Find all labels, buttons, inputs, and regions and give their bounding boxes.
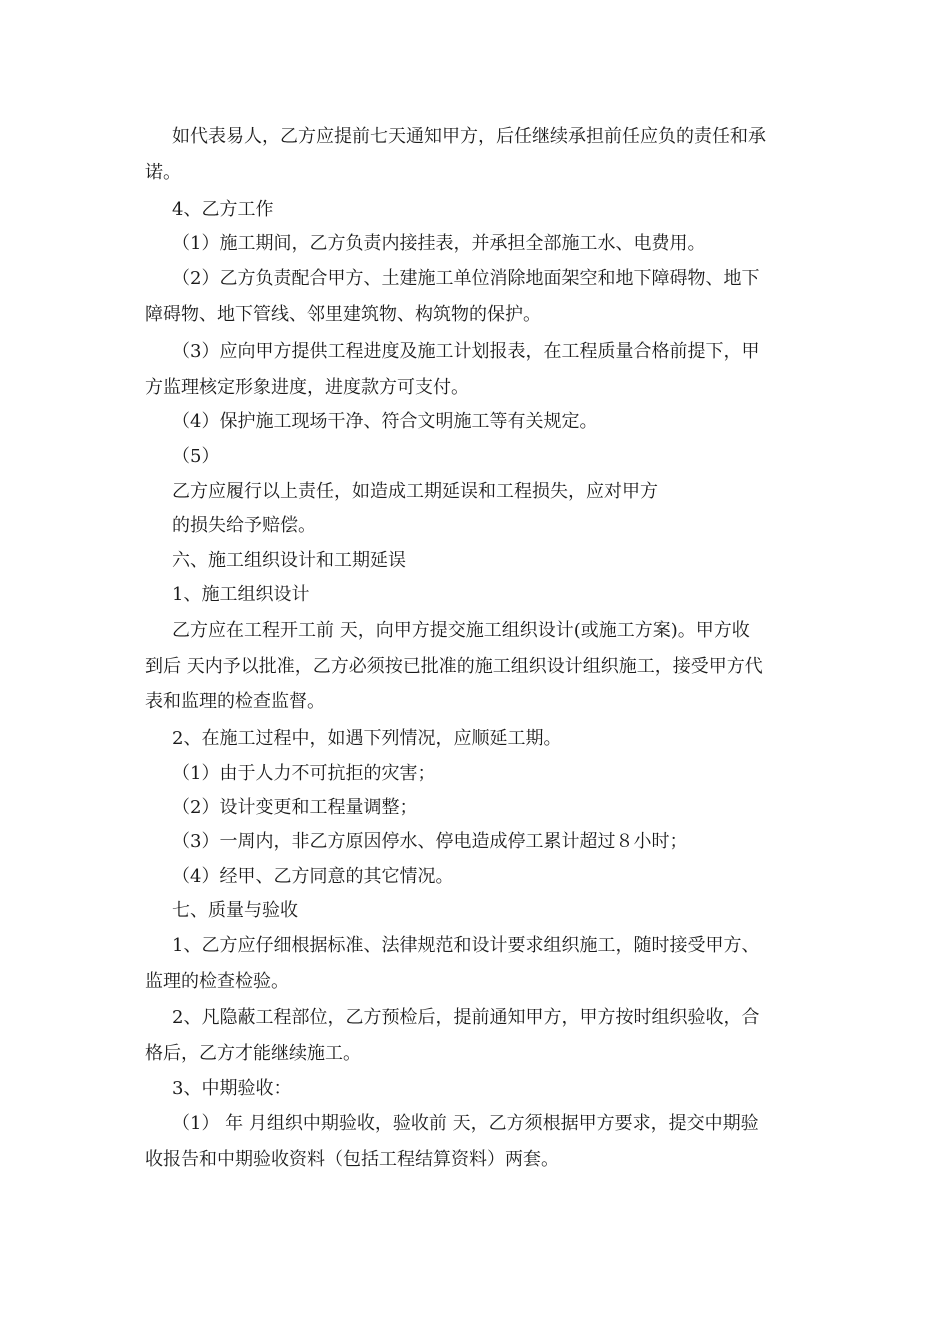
paragraph-line-29: （1） 年 月组织中期验收，验收前 天，乙方须根据甲方要求，提交中期验	[172, 1113, 759, 1134]
paragraph-line-2: 诺。	[145, 162, 181, 183]
paragraph-line-8: 方监理核定形象进度，进度款方可支付。	[145, 377, 469, 398]
paragraph-line-27: 格后，乙方才能继续施工。	[145, 1043, 361, 1064]
paragraph-line-22: （4）经甲、乙方同意的其它情况。	[172, 866, 454, 887]
section-heading-4: 4、乙方工作	[172, 199, 274, 220]
section-heading-6: 六、施工组织设计和工期延误	[172, 550, 406, 571]
paragraph-line-12: 的损失给予赔偿。	[172, 515, 316, 536]
section-heading-6-2: 2、在施工过程中，如遇下列情况，应顺延工期。	[172, 728, 562, 749]
paragraph-line-30: 收报告和中期验收资料（包括工程结算资料）两套。	[145, 1149, 559, 1170]
paragraph-line-15: 乙方应在工程开工前 天，向甲方提交施工组织设计(或施工方案)。甲方收	[172, 620, 750, 641]
paragraph-line-26: 2、凡隐蔽工程部位，乙方预检后，提前通知甲方，甲方按时组织验收，合	[172, 1007, 760, 1028]
paragraph-line-16: 到后 天内予以批准，乙方必须按已批准的施工组织设计组织施工，接受甲方代	[145, 656, 763, 677]
paragraph-line-4: （1）施工期间，乙方负责内接挂表，并承担全部施工水、电费用。	[172, 233, 706, 254]
paragraph-line-24: 1、乙方应仔细根据标准、法律规范和设计要求组织施工，随时接受甲方、	[172, 935, 760, 956]
paragraph-line-21: （3）一周内，非乙方原因停水、停电造成停工累计超过８小时；	[172, 831, 688, 852]
paragraph-line-11: 乙方应履行以上责任，如造成工期延误和工程损失，应对甲方	[172, 481, 658, 502]
paragraph-line-10: （5）	[172, 446, 220, 467]
section-heading-7-3: 3、中期验收：	[172, 1078, 292, 1099]
paragraph-line-25: 监理的检查检验。	[145, 971, 289, 992]
section-heading-7: 七、质量与验收	[172, 900, 298, 921]
paragraph-line-19: （1）由于人力不可抗拒的灾害；	[172, 763, 436, 784]
paragraph-line-9: （4）保护施工现场干净、符合文明施工等有关规定。	[172, 411, 598, 432]
paragraph-line-1: 如代表易人，乙方应提前七天通知甲方，后任继续承担前任应负的责任和承	[172, 126, 766, 147]
paragraph-line-5: （2）乙方负责配合甲方、土建施工单位消除地面架空和地下障碍物、地下	[172, 268, 760, 289]
section-heading-6-1: 1、施工组织设计	[172, 584, 310, 605]
paragraph-line-20: （2）设计变更和工程量调整；	[172, 797, 418, 818]
paragraph-line-17: 表和监理的检查监督。	[145, 691, 325, 712]
paragraph-line-6: 障碍物、地下管线、邻里建筑物、构筑物的保护。	[145, 304, 541, 325]
paragraph-line-7: （3）应向甲方提供工程进度及施工计划报表，在工程质量合格前提下，甲	[172, 341, 760, 362]
